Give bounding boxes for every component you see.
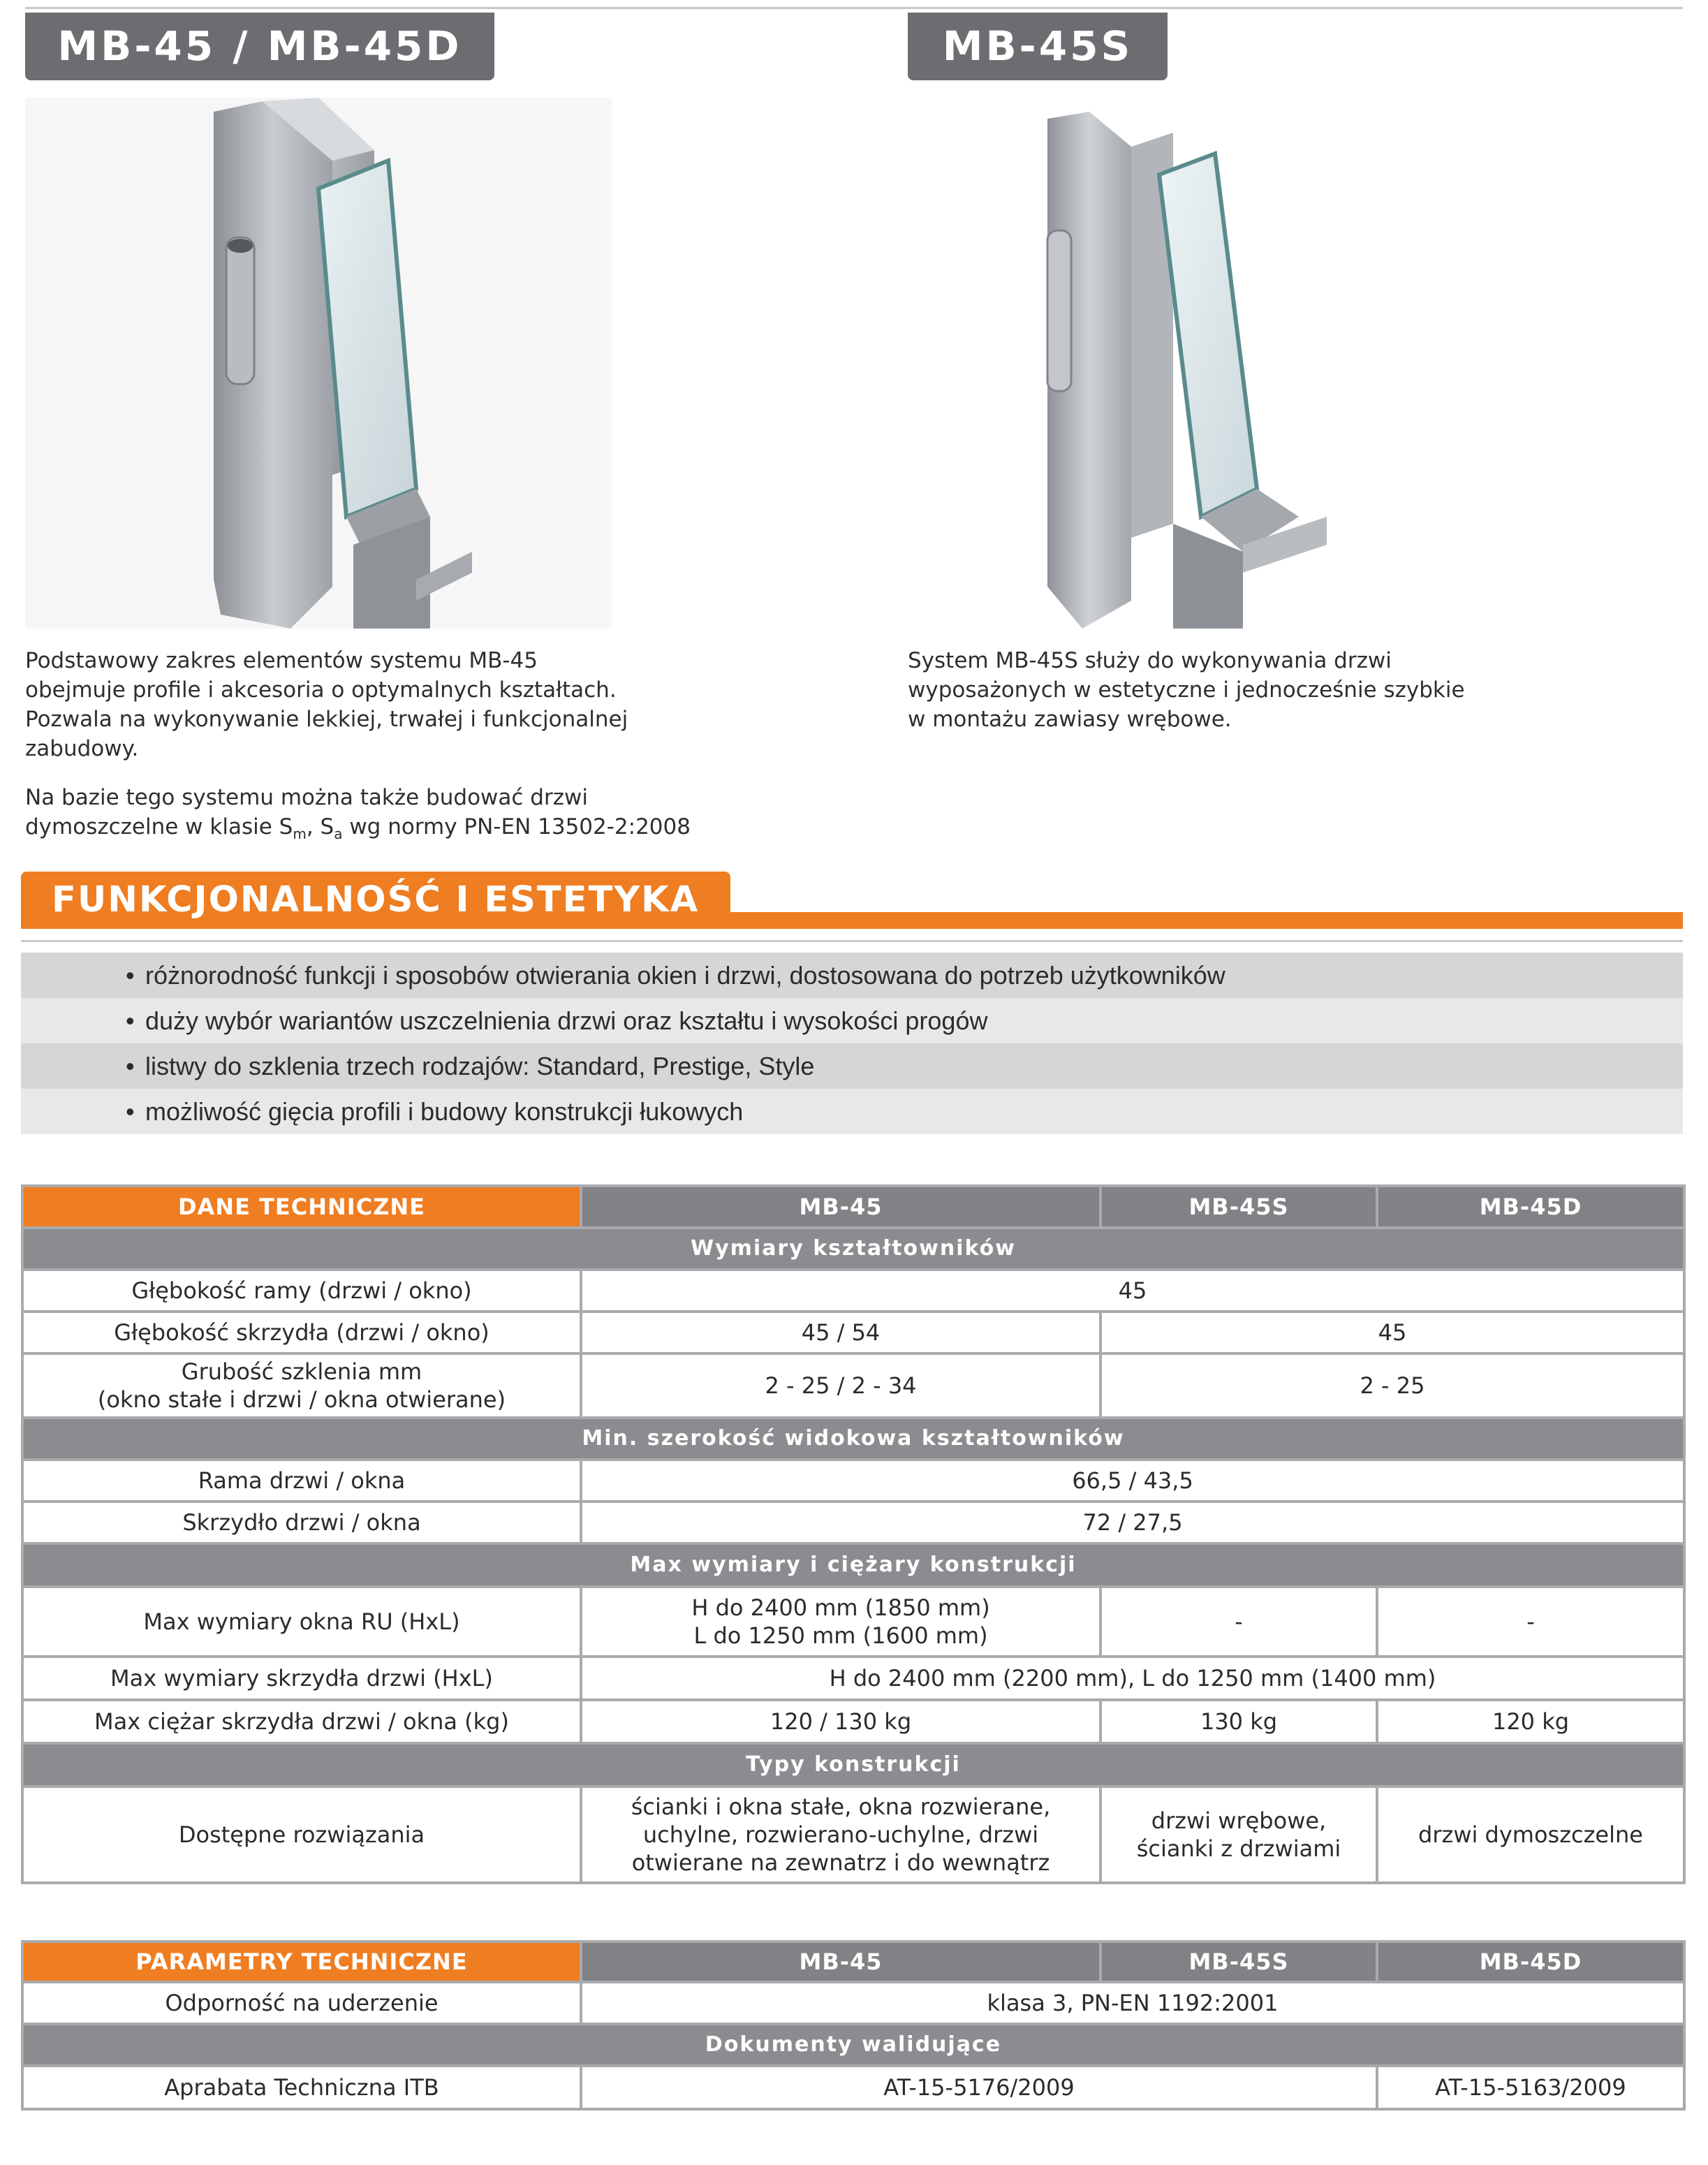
- header-mb45: MB-45: [581, 1942, 1100, 1982]
- feature-item: [21, 1043, 1683, 1089]
- group-row: [22, 1228, 1684, 1270]
- row-value-mb45s: drzwi wrębowe, ścianki z drzwiami: [1100, 1786, 1377, 1883]
- header-mb45s: MB-45S: [1100, 1186, 1377, 1228]
- group-wymiary: Wymiary kształtowników: [22, 1228, 1684, 1270]
- header-mb45d: MB-45D: [1377, 1186, 1684, 1228]
- class-subscript-a: a: [334, 825, 343, 843]
- row-label: Głębokość ramy (drzwi / okno): [22, 1270, 581, 1312]
- row-value-mb45: 120 / 130 kg: [581, 1700, 1100, 1743]
- row-value-mb45s: 130 kg: [1100, 1700, 1377, 1743]
- group-row: [22, 1543, 1684, 1587]
- desc-line: w montażu zawiasy wrębowe.: [908, 707, 1232, 732]
- row-value-mb45: H do 2400 mm (1850 mm) L do 1250 mm (1600 mm): [581, 1587, 1100, 1657]
- group-typy: Typy konstrukcji: [22, 1743, 1684, 1786]
- bullet: •: [126, 1097, 135, 1126]
- table-row: [22, 2066, 1684, 2109]
- bullet: •: [126, 961, 135, 990]
- row-value-other: 2 - 25: [1100, 1353, 1684, 1418]
- feature-text: duży wybór wariantów uszczelnienia drzwi oraz kształtu i wysokości progów: [145, 1006, 988, 1035]
- table-row: [22, 1786, 1684, 1883]
- header-mb45: MB-45: [581, 1186, 1100, 1228]
- row-value-mb45: AT-15-5176/2009: [581, 2066, 1377, 2109]
- header-mb45d: MB-45D: [1377, 1942, 1684, 1982]
- desc-line: obejmuje profile i akcesoria o optymalnych kształtach.: [25, 677, 617, 703]
- desc-line-mid: , S: [306, 814, 334, 839]
- table-row: [22, 1312, 1684, 1353]
- profile-image-mb45s: [908, 98, 1494, 629]
- row-label: Skrzydło drzwi / okna: [22, 1502, 581, 1543]
- header-dane-techniczne: DANE TECHNICZNE: [22, 1186, 581, 1228]
- row-value: 66,5 / 43,5: [581, 1460, 1684, 1502]
- row-label: Grubość szklenia mm (okno stałe i drzwi / okna otwierane): [22, 1353, 581, 1418]
- table-row: [22, 1460, 1684, 1502]
- class-subscript-m: m: [293, 825, 307, 843]
- header-mb45s: MB-45S: [1100, 1942, 1377, 1982]
- desc-line: dymoszczelne w klasie S: [25, 814, 293, 839]
- desc-line-end: wg normy PN-EN 13502-2:2008: [342, 814, 691, 839]
- row-value: 72 / 27,5: [581, 1502, 1684, 1543]
- mb45s-description: [908, 646, 1676, 754]
- model-tab-mb45-mb45d: MB-45 / MB-45D: [25, 13, 494, 80]
- table-row: [22, 1700, 1684, 1743]
- table-row: [22, 1353, 1684, 1418]
- group-row: [22, 2024, 1684, 2066]
- bullet: •: [126, 1006, 135, 1035]
- row-value-mb45: ścianki i okna stałe, okna rozwierane, uchylne, rozwierano-uchylne, drzwi otwierane na zewnatrz i do wewnątrz: [581, 1786, 1100, 1883]
- row-value-mb45s: -: [1100, 1587, 1377, 1657]
- profile-image-mb45: [25, 98, 612, 629]
- group-row: [22, 1418, 1684, 1460]
- row-label: Głębokość skrzydła (drzwi / okno): [22, 1312, 581, 1353]
- desc-line: zabudowy.: [25, 736, 139, 761]
- feature-item: [21, 1089, 1683, 1134]
- header-parametry-techniczne: PARAMETRY TECHNICZNE: [22, 1942, 581, 1982]
- feature-item: [21, 998, 1683, 1043]
- feature-text: możliwość gięcia profili i budowy konstrukcji łukowych: [145, 1097, 744, 1126]
- row-value: H do 2400 mm (2200 mm), L do 1250 mm (1400 mm): [581, 1657, 1684, 1700]
- top-rule: [25, 7, 1683, 9]
- group-row: [22, 1743, 1684, 1786]
- desc-line: Podstawowy zakres elementów systemu MB-45: [25, 648, 538, 673]
- feature-text: różnorodność funkcji i sposobów otwierania okien i drzwi, dostosowana do potrzeb użytkowników: [145, 961, 1225, 990]
- table-row: [22, 1587, 1684, 1657]
- row-label: Rama drzwi / okna: [22, 1460, 581, 1502]
- table-row: [22, 1657, 1684, 1700]
- row-label: Max wymiary skrzydła drzwi (HxL): [22, 1657, 581, 1700]
- table-header-row: [22, 1942, 1684, 1982]
- table-header-row: [22, 1186, 1684, 1228]
- row-value-mb45d: 120 kg: [1377, 1700, 1684, 1743]
- section-grey-rule: [21, 929, 1683, 942]
- row-label: Dostępne rozwiązania: [22, 1786, 581, 1883]
- row-value-mb45: 45 / 54: [581, 1312, 1100, 1353]
- desc-line: Pozwala na wykonywanie lekkiej, trwałej i funkcjonalnej: [25, 707, 628, 732]
- row-value-mb45: 2 - 25 / 2 - 34: [581, 1353, 1100, 1418]
- section-title: FUNKCJONALNOŚĆ I ESTETYKA: [21, 872, 730, 929]
- bullet: •: [126, 1052, 135, 1080]
- row-value: 45: [581, 1270, 1684, 1312]
- group-max-wymiary: Max wymiary i ciężary konstrukcji: [22, 1543, 1684, 1587]
- row-value-other: 45: [1100, 1312, 1684, 1353]
- feature-list: [21, 953, 1683, 1134]
- row-label: Max ciężar skrzydła drzwi / okna (kg): [22, 1700, 581, 1743]
- row-value-mb45d: -: [1377, 1587, 1684, 1657]
- row-value-mb45d: drzwi dymoszczelne: [1377, 1786, 1684, 1883]
- desc-line: System MB-45S służy do wykonywania drzwi: [908, 648, 1392, 673]
- table-row: [22, 1982, 1684, 2024]
- feature-text: listwy do szklenia trzech rodzajów: Standard, Prestige, Style: [145, 1052, 815, 1080]
- desc-line: Na bazie tego systemu można także budować drzwi: [25, 785, 588, 810]
- feature-item: [21, 953, 1683, 998]
- row-label: Aprabata Techniczna ITB: [22, 2066, 581, 2109]
- desc-line: wyposażonych w estetyczne i jednocześnie szybkie: [908, 677, 1465, 703]
- group-dokumenty: Dokumenty walidujące: [22, 2024, 1684, 2066]
- row-label: Max wymiary okna RU (HxL): [22, 1587, 581, 1657]
- group-min-szerokosc: Min. szerokość widokowa kształtowników: [22, 1418, 1684, 1460]
- table-row: [22, 1270, 1684, 1312]
- technical-parameters-table: [21, 1940, 1686, 2111]
- model-tab-mb45s: MB-45S: [908, 13, 1168, 80]
- technical-data-table: [21, 1184, 1686, 1884]
- row-label: Odporność na uderzenie: [22, 1982, 581, 2024]
- table-row: [22, 1502, 1684, 1543]
- row-value-mb45d: AT-15-5163/2009: [1377, 2066, 1684, 2109]
- row-value: klasa 3, PN-EN 1192:2001: [581, 1982, 1684, 2024]
- mb45-description: [25, 646, 863, 868]
